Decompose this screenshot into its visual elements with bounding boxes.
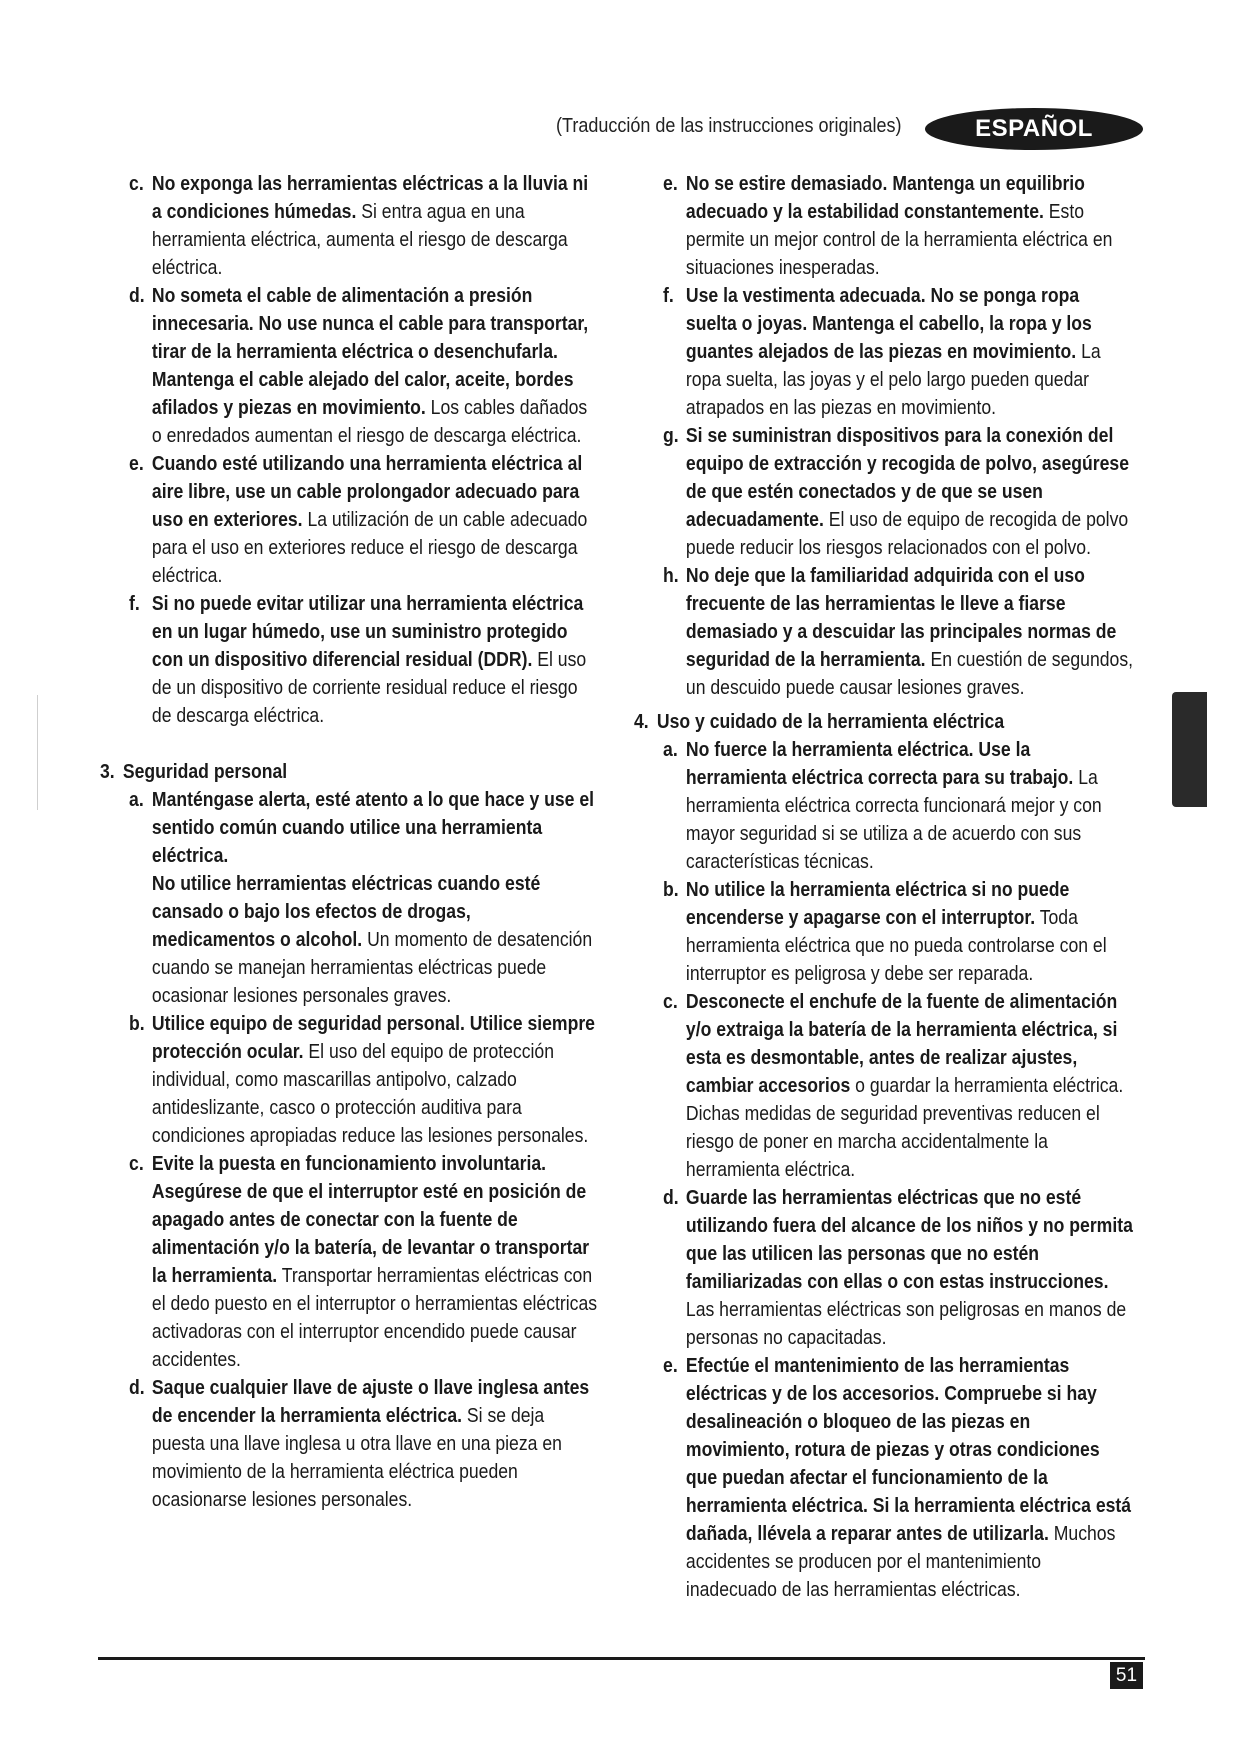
- list-item-f: [634, 282, 1135, 422]
- item-bold-text: No exponga las herramientas eléctricas a la lluvia ni a condiciones húmedas.: [151, 173, 589, 223]
- item-bold-text: Utilice equipo de seguridad personal. Utilice siempre protección ocular.: [151, 1013, 595, 1063]
- item-bold-text: No utilice la herramienta eléctrica si no puede encenderse y apagarse con el interruptor.: [685, 879, 1070, 929]
- item-bold-text: No se estire demasiado. Mantenga un equilibrio adecuado y la estabilidad constantemente.: [685, 173, 1085, 223]
- item-continuation: [100, 870, 598, 1010]
- list-item-f: [100, 590, 598, 730]
- item-body-text: Muchos accidentes se producen por el mantenimiento inadecuado de las herramientas eléctricas.: [685, 1523, 1116, 1601]
- item-body-text: Esto permite un mejor control de la herramienta eléctrica en situaciones inesperadas.: [685, 201, 1113, 279]
- item-body-text: Toda herramienta eléctrica que no pueda controlarse con el interruptor es peligrosa y debe ser reparada.: [685, 907, 1107, 985]
- section-side-tab: [1172, 692, 1207, 807]
- list-marker: f.: [129, 593, 140, 615]
- list-marker: h.: [663, 565, 679, 587]
- item-body-text: En cuestión de segundos, un descuido puede causar lesiones graves.: [685, 649, 1134, 699]
- item-body-text: El uso del equipo de protección individual, como mascarillas antipolvo, calzado antideslizante, casco o protección auditiva para condiciones apropiadas reduce las lesiones personales.: [151, 1041, 589, 1147]
- list-marker: c.: [129, 1153, 144, 1175]
- item-body-text: Un momento de desatención cuando se manejan herramientas eléctricas puede ocasionar lesiones personales graves.: [151, 929, 593, 1007]
- item-bold-text: No someta el cable de alimentación a presión innecesaria. No use nunca el cable para transportar, tirar de la herramienta eléctrica o desenchufarla. Mantenga el cable alejado del calor, aceite, bordes afilados y piezas en movimiento.: [151, 285, 589, 419]
- item-body-text: Transportar herramientas eléctricas con el dedo puesto en el interruptor o herramientas eléctricas activadoras con el interruptor encendido puede causar accidentes.: [151, 1265, 598, 1371]
- list-marker: c.: [129, 173, 144, 195]
- item-body-text: o guardar la herramienta eléctrica. Dichas medidas de seguridad preventivas reducen el riesgo de poner en marcha accidentalmente la herramienta eléctrica.: [685, 1075, 1124, 1181]
- list-marker: g.: [663, 425, 679, 447]
- list-marker: e.: [663, 173, 678, 195]
- footer-rule: [98, 1657, 1145, 1660]
- list-marker: a.: [129, 789, 144, 811]
- item-bold-text: Use la vestimenta adecuada. No se ponga ropa suelta o joyas. Mantenga el cabello, la ropa y los guantes alejados de las piezas en movimiento.: [685, 285, 1092, 363]
- item-body-text: La utilización de un cable adecuado para el uso en exteriores reduce el riesgo de descarga eléctrica.: [151, 509, 588, 587]
- item-body-text: Las herramientas eléctricas son peligrosas en manos de personas no capacitadas.: [685, 1299, 1127, 1349]
- list-item-c: [634, 988, 1135, 1184]
- item-body-text: Si entra agua en una herramienta eléctrica, aumenta el riesgo de descarga eléctrica.: [151, 201, 568, 279]
- list-item-d: [100, 282, 598, 450]
- item-bold-text: Cuando esté utilizando una herramienta eléctrica al aire libre, use un cable prolongador adecuado para uso en exteriores.: [151, 453, 583, 531]
- list-item-b: [634, 876, 1135, 988]
- item-bold-text: Manténgase alerta, esté atento a lo que hace y use el sentido común cuando utilice una herramienta eléctrica.: [151, 789, 595, 867]
- list-marker: d.: [129, 285, 145, 307]
- header-note: (Traducción de las instrucciones originales): [556, 115, 902, 137]
- list-marker: d.: [129, 1377, 145, 1399]
- list-item-a: [100, 786, 598, 870]
- section-title: Seguridad personal: [122, 761, 288, 783]
- list-item-c: [100, 1150, 598, 1374]
- item-body-text: El uso de equipo de recogida de polvo puede reducir los riesgos relacionados con el polvo.: [685, 509, 1129, 559]
- list-item-h: [634, 562, 1135, 702]
- item-bold-text: Si se suministran dispositivos para la conexión del equipo de extracción y recogida de polvo, asegúrese de que estén conectados y de que se usen adecuadamente.: [685, 425, 1129, 531]
- list-item-e: [100, 450, 598, 590]
- list-item-e: [634, 170, 1135, 282]
- language-badge: ESPAÑOL: [925, 108, 1143, 150]
- section-number: 3.: [100, 761, 115, 783]
- item-bold-text: No fuerce la herramienta eléctrica. Use la herramienta eléctrica correcta para su trabajo.: [685, 739, 1074, 789]
- item-bold-text: Saque cualquier llave de ajuste o llave inglesa antes de encender la herramienta eléctrica.: [151, 1377, 590, 1427]
- right-column: [634, 170, 1135, 1604]
- item-bold-text: No deje que la familiaridad adquirida con el uso frecuente de las herramientas le lleve a fiarse demasiado y a descuidar las principales normas de seguridad de la herramienta.: [685, 565, 1117, 671]
- item-bold-text: Evite la puesta en funcionamiento involuntaria. Asegúrese de que el interruptor esté en posición de apagado antes de conectar con la fuente de alimentación y/o la batería, de levantar o transportar la herramienta.: [151, 1153, 590, 1287]
- list-item-a: [634, 736, 1135, 876]
- list-item-e: [634, 1352, 1135, 1604]
- section-title: Uso y cuidado de la herramienta eléctrica: [656, 711, 1005, 733]
- list-item-d: [634, 1184, 1135, 1352]
- list-marker: a.: [663, 739, 678, 761]
- item-body-text: El uso de un dispositivo de corriente residual reduce el riesgo de descarga eléctrica.: [151, 649, 587, 727]
- item-body-text: Los cables dañados o enredados aumentan el riesgo de descarga eléctrica.: [151, 397, 588, 447]
- list-marker: e.: [663, 1355, 678, 1377]
- item-bold-text: Desconecte el enchufe de la fuente de alimentación y/o extraiga la batería de la herramienta eléctrica, si esta es desmontable, antes de realizar ajustes, cambiar accesorios: [685, 991, 1118, 1097]
- list-item-c: [100, 170, 598, 282]
- list-item-b: [100, 1010, 598, 1150]
- left-column: [100, 170, 598, 1514]
- page-number: 51: [1110, 1662, 1143, 1689]
- item-body-text: La herramienta eléctrica correcta funcionará mejor y con mayor seguridad si se utiliza a de acuerdo con sus características técnicas.: [685, 767, 1102, 873]
- list-marker: d.: [663, 1187, 679, 1209]
- item-bold-text: Si no puede evitar utilizar una herramienta eléctrica en un lugar húmedo, use un suministro protegido con un dispositivo diferencial residual (DDR).: [151, 593, 584, 671]
- item-bold-text: No utilice herramientas eléctricas cuando esté cansado o bajo los efectos de drogas, medicamentos o alcohol.: [151, 873, 541, 951]
- item-body-text: Si se deja puesta una llave inglesa u otra llave en una pieza en movimiento de la herramienta eléctrica pueden ocasionarse lesiones personales.: [151, 1405, 562, 1511]
- section-number: 4.: [634, 711, 649, 733]
- section-heading-tool-use-care: [634, 708, 1135, 736]
- item-bold-text: Guarde las herramientas eléctricas que no esté utilizando fuera del alcance de los niños y no permita que las utilicen las personas que no estén familiarizadas con ellas o con estas instrucciones.: [685, 1187, 1133, 1293]
- list-marker: b.: [129, 1013, 145, 1035]
- item-body-text: La ropa suelta, las joyas y el pelo largo pueden quedar atrapados en las piezas en movimiento.: [685, 341, 1101, 419]
- list-marker: e.: [129, 453, 144, 475]
- item-bold-text: Efectúe el mantenimiento de las herramientas eléctricas y de los accesorios. Compruebe si hay desalineación o bloqueo de las piezas en movimiento, rotura de piezas y otras condiciones que puedan afectar el funcionamiento de la herramienta eléctrica. Si la herramienta eléctrica está dañada, llévela a reparar antes de utilizarla.: [685, 1355, 1132, 1545]
- section-heading-personal-safety: [100, 758, 598, 786]
- list-item-d: [100, 1374, 598, 1514]
- list-marker: f.: [663, 285, 674, 307]
- list-item-g: [634, 422, 1135, 562]
- list-marker: b.: [663, 879, 679, 901]
- margin-mark: [37, 695, 38, 810]
- list-marker: c.: [663, 991, 678, 1013]
